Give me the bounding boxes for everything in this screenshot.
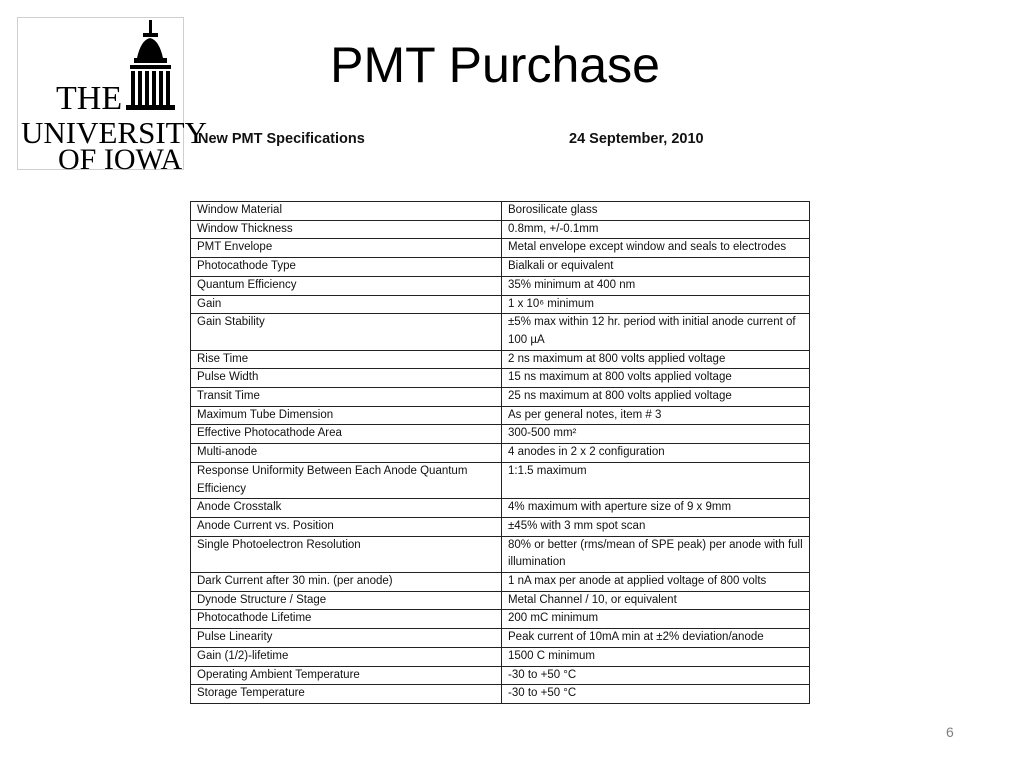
spec-value: 0.8mm, +/-0.1mm <box>502 220 810 239</box>
spec-value: 2 ns maximum at 800 volts applied voltage <box>502 350 810 369</box>
spec-parameter: Multi-anode <box>191 444 502 463</box>
spec-parameter: Photocathode Lifetime <box>191 610 502 629</box>
table-row <box>191 369 810 388</box>
spec-parameter: Dynode Structure / Stage <box>191 591 502 610</box>
document-date: 24 September, 2010 <box>569 131 704 147</box>
spec-parameter: Gain Stability <box>191 314 502 350</box>
table-row <box>191 573 810 592</box>
table-row <box>191 406 810 425</box>
table-row <box>191 425 810 444</box>
table-row <box>191 499 810 518</box>
slide-title: PMT Purchase <box>330 37 660 93</box>
spec-parameter: Operating Ambient Temperature <box>191 666 502 685</box>
spec-parameter: Effective Photocathode Area <box>191 425 502 444</box>
spec-value: 4% maximum with aperture size of 9 x 9mm <box>502 499 810 518</box>
spec-value: 1 x 10⁶ minimum <box>502 295 810 314</box>
spec-parameter: Window Material <box>191 202 502 221</box>
table-row <box>191 685 810 704</box>
spec-value: Metal envelope except window and seals to electrodes <box>502 239 810 258</box>
table-row <box>191 350 810 369</box>
document-heading: New PMT Specifications <box>198 131 365 147</box>
table-row <box>191 202 810 221</box>
table-row <box>191 591 810 610</box>
spec-parameter: Single Photoelectron Resolution <box>191 536 502 572</box>
table-row <box>191 220 810 239</box>
spec-value: 300-500 mm² <box>502 425 810 444</box>
spec-parameter: Dark Current after 30 min. (per anode) <box>191 573 502 592</box>
table-row <box>191 536 810 572</box>
table-row <box>191 276 810 295</box>
spec-parameter: Gain <box>191 295 502 314</box>
table-row <box>191 388 810 407</box>
spec-value: 4 anodes in 2 x 2 configuration <box>502 444 810 463</box>
spec-value: 25 ns maximum at 800 volts applied voltage <box>502 388 810 407</box>
spec-value: ±5% max within 12 hr. period with initial anode current of 100 µA <box>502 314 810 350</box>
table-row <box>191 629 810 648</box>
svg-text:OF IOWA: OF IOWA <box>58 143 183 176</box>
spec-value: -30 to +50 °C <box>502 685 810 704</box>
table-row <box>191 610 810 629</box>
spec-value: ±45% with 3 mm spot scan <box>502 517 810 536</box>
spec-parameter: Maximum Tube Dimension <box>191 406 502 425</box>
specifications-table <box>190 201 810 704</box>
spec-value: 1:1.5 maximum <box>502 462 810 498</box>
spec-value: Metal Channel / 10, or equivalent <box>502 591 810 610</box>
spec-value: 15 ns maximum at 800 volts applied voltage <box>502 369 810 388</box>
svg-text:UNIVERSITY: UNIVERSITY <box>21 115 207 150</box>
table-row <box>191 295 810 314</box>
spec-parameter: Rise Time <box>191 350 502 369</box>
spec-value: 1 nA max per anode at applied voltage of 800 volts <box>502 573 810 592</box>
table-row <box>191 258 810 277</box>
spec-value: 80% or better (rms/mean of SPE peak) per anode with full illumination <box>502 536 810 572</box>
table-row <box>191 647 810 666</box>
table-row <box>191 666 810 685</box>
spec-parameter: Window Thickness <box>191 220 502 239</box>
table-row <box>191 239 810 258</box>
spec-parameter: Anode Current vs. Position <box>191 517 502 536</box>
spec-value: Borosilicate glass <box>502 202 810 221</box>
spec-value: As per general notes, item # 3 <box>502 406 810 425</box>
table-row <box>191 314 810 350</box>
table-row <box>191 517 810 536</box>
spec-parameter: Quantum Efficiency <box>191 276 502 295</box>
spec-parameter: Anode Crosstalk <box>191 499 502 518</box>
spec-parameter: Photocathode Type <box>191 258 502 277</box>
spec-parameter: Response Uniformity Between Each Anode Quantum Efficiency <box>191 462 502 498</box>
table-row <box>191 444 810 463</box>
svg-text:THE: THE <box>56 80 123 117</box>
spec-value: 35% minimum at 400 nm <box>502 276 810 295</box>
spec-value: 1500 C minimum <box>502 647 810 666</box>
spec-parameter: PMT Envelope <box>191 239 502 258</box>
spec-value: 200 mC minimum <box>502 610 810 629</box>
spec-value: Bialkali or equivalent <box>502 258 810 277</box>
spec-parameter: Pulse Linearity <box>191 629 502 648</box>
table-row <box>191 462 810 498</box>
spec-parameter: Gain (1/2)-lifetime <box>191 647 502 666</box>
spec-parameter: Transit Time <box>191 388 502 407</box>
spec-parameter: Pulse Width <box>191 369 502 388</box>
spec-parameter: Storage Temperature <box>191 685 502 704</box>
page-number: 6 <box>946 724 954 740</box>
spec-value: Peak current of 10mA min at ±2% deviation/anode <box>502 629 810 648</box>
spec-value: -30 to +50 °C <box>502 666 810 685</box>
